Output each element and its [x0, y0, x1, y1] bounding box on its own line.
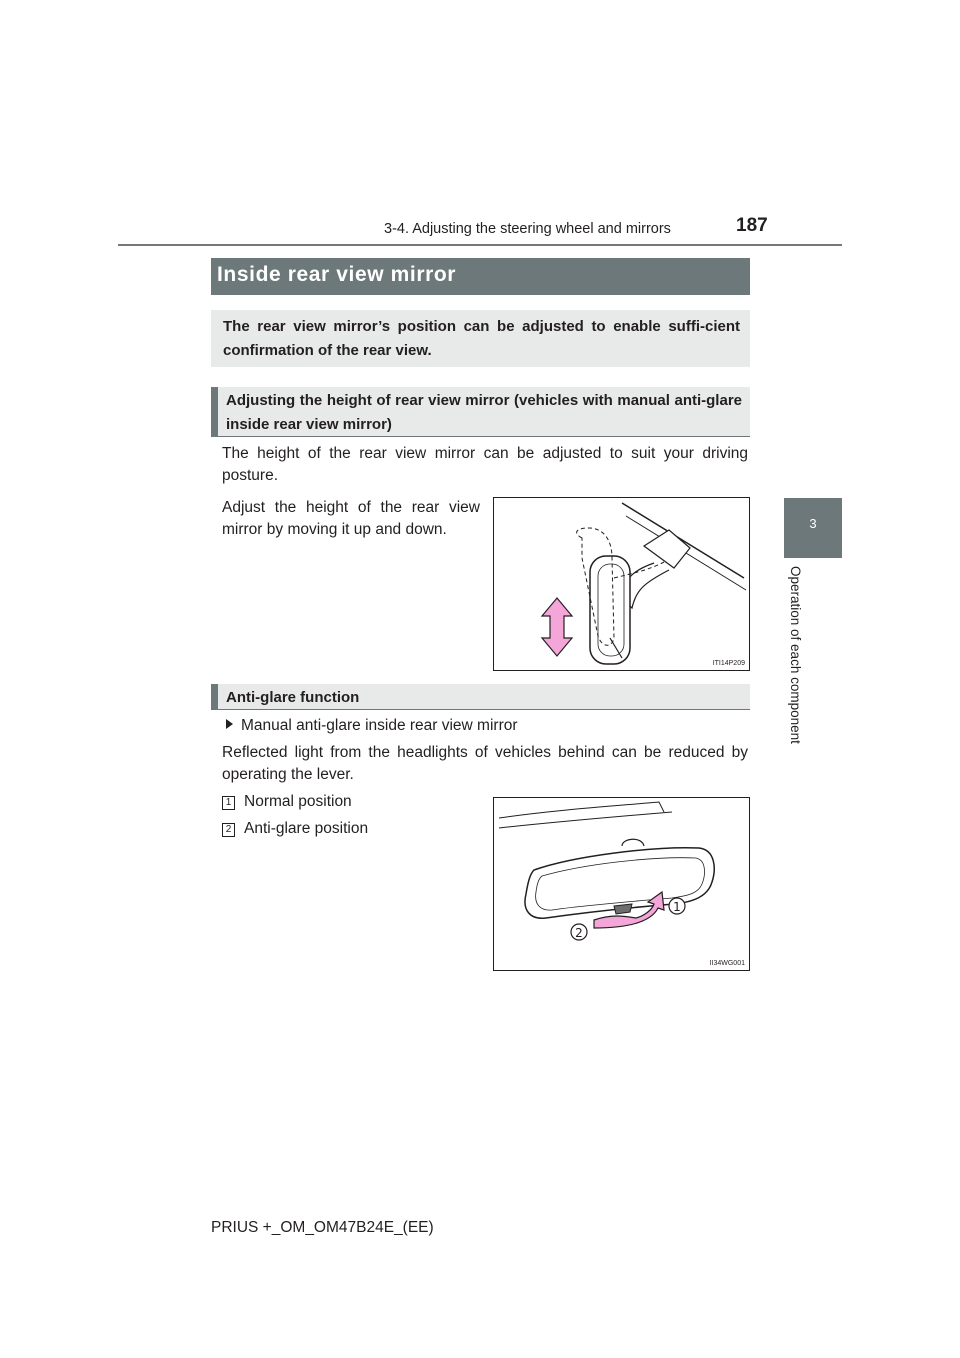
section-title: Inside rear view mirror — [211, 258, 750, 295]
height-figure-code: ITI14P209 — [712, 660, 745, 667]
list-item-label: Anti-glare position — [244, 820, 369, 837]
footer-doc-code: PRIUS +_OM_OM47B24E_(EE) — [211, 1219, 434, 1236]
header-rule — [118, 244, 842, 246]
callout-number: 1 — [222, 796, 235, 810]
list-item — [222, 793, 352, 811]
anti-glare-figure — [493, 797, 750, 971]
height-adjust-para-1: The height of the rear view mirror can be adjusted to suit your driving posture. — [222, 445, 748, 484]
header-title: 3-4. Adjusting the steering wheel and mirrors — [384, 221, 671, 237]
section-intro: The rear view mirror’s position can be adjusted to enable suffi-cient confirmation of the rear view. — [211, 310, 750, 367]
chapter-tab-number[interactable]: 3 — [784, 498, 842, 558]
list-item — [222, 820, 368, 838]
mirror-height-illustration — [494, 498, 749, 670]
page-number: 187 — [736, 215, 768, 236]
chapter-tab-label-text: Operation of each component — [788, 566, 803, 744]
anti-glare-bullet — [226, 715, 518, 737]
callout-number: 2 — [222, 823, 235, 837]
anti-glare-para: Reflected light from the headlights of vehicles behind can be reduced by operating the lever. — [222, 744, 748, 783]
anti-glare-bullet-text: Manual anti-glare inside rear view mirror — [241, 717, 518, 734]
anti-glare-figure-code: II34WG001 — [709, 960, 745, 967]
height-adjust-heading: Adjusting the height of rear view mirror (vehicles with manual anti-glare inside rear view mirror) — [211, 387, 750, 437]
chapter-tab-label — [758, 566, 834, 766]
mirror-anti-glare-illustration — [494, 798, 749, 970]
anti-glare-heading: Anti-glare function — [211, 684, 750, 710]
height-adjust-para-2: Adjust the height of the rear view mirror by moving it up and down. — [222, 499, 480, 538]
svg-text:1: 1 — [673, 900, 681, 914]
height-adjust-figure — [493, 497, 750, 671]
triangle-bullet-icon — [226, 719, 233, 729]
svg-text:2: 2 — [575, 926, 583, 940]
list-item-label: Normal position — [244, 793, 352, 810]
